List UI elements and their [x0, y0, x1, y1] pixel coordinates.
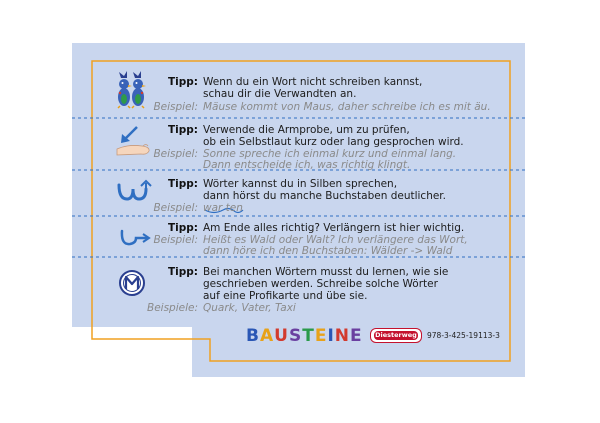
brand-letter: E	[350, 326, 363, 346]
example-label: Beispiel:	[153, 202, 198, 214]
isbn: 978-3-425-19113-3	[427, 331, 500, 340]
tipp-text-line: ob ein Selbstlaut kurz oder lang gesprochen wird.	[203, 136, 464, 148]
publisher-name: Diesterweg	[375, 331, 417, 339]
example-text-line: Heißt es Wald oder Walt? Ich verlängere das Wort,	[203, 234, 468, 246]
example-label: Beispiel:	[153, 234, 198, 246]
example-text-line: war ten	[203, 202, 243, 214]
example-label: Beispiel:	[153, 148, 198, 160]
tipp-label: Tipp:	[168, 178, 198, 190]
brand-letter: E	[314, 326, 328, 346]
tipp-text-line: geschrieben werden. Schreibe solche Wörter	[203, 278, 438, 290]
example-text-line: Dann entscheide ich, was richtig klingt.	[203, 159, 411, 171]
example-text-line: Quark, Vater, Taxi	[203, 302, 296, 314]
tipp-text-line: schau dir die Verwandten an.	[203, 88, 357, 100]
tipp-label: Tipp:	[168, 222, 198, 234]
brand-letter: N	[334, 326, 350, 346]
brand-letter: A	[259, 326, 275, 346]
brand-letter: B	[246, 326, 260, 346]
bausteine-logo	[246, 326, 363, 346]
tipp-text-line: Verwende die Armprobe, um zu prüfen,	[203, 124, 410, 136]
tipp-label: Tipp:	[168, 76, 198, 88]
diesterweg-logo	[370, 328, 422, 343]
example-label: Beispiel:	[153, 101, 198, 113]
example-label: Beispiele:	[146, 302, 198, 314]
tipp-label: Tipp:	[168, 124, 198, 136]
example-text-line: dann höre ich den Buchstaben: Wälder -> Wald	[203, 245, 453, 257]
tipp-text-line: auf eine Profikarte und übe sie.	[203, 290, 368, 302]
tipp-text-line: Am Ende alles richtig? Verlängern ist hier wichtig.	[203, 222, 465, 234]
brand-letter: T	[302, 326, 315, 346]
brand-letter: U	[274, 326, 289, 346]
tipp-text-line: Bei manchen Wörtern musst du lernen, wie sie	[203, 266, 449, 278]
example-text-line: Mäuse kommt von Maus, daher schreibe ich es mit äu.	[203, 101, 491, 113]
tipp-text-line: dann hörst du manche Buchstaben deutlicher.	[203, 190, 447, 202]
example-text-line: Sonne spreche ich einmal kurz und einmal lang.	[203, 148, 457, 160]
tipp-label: Tipp:	[168, 266, 198, 278]
brand-letter: I	[327, 326, 335, 346]
tipp-text-line: Wenn du ein Wort nicht schreiben kannst,	[203, 76, 423, 88]
tipp-text-line: Wörter kannst du in Silben sprechen,	[203, 178, 398, 190]
brand-letter: S	[288, 326, 303, 346]
